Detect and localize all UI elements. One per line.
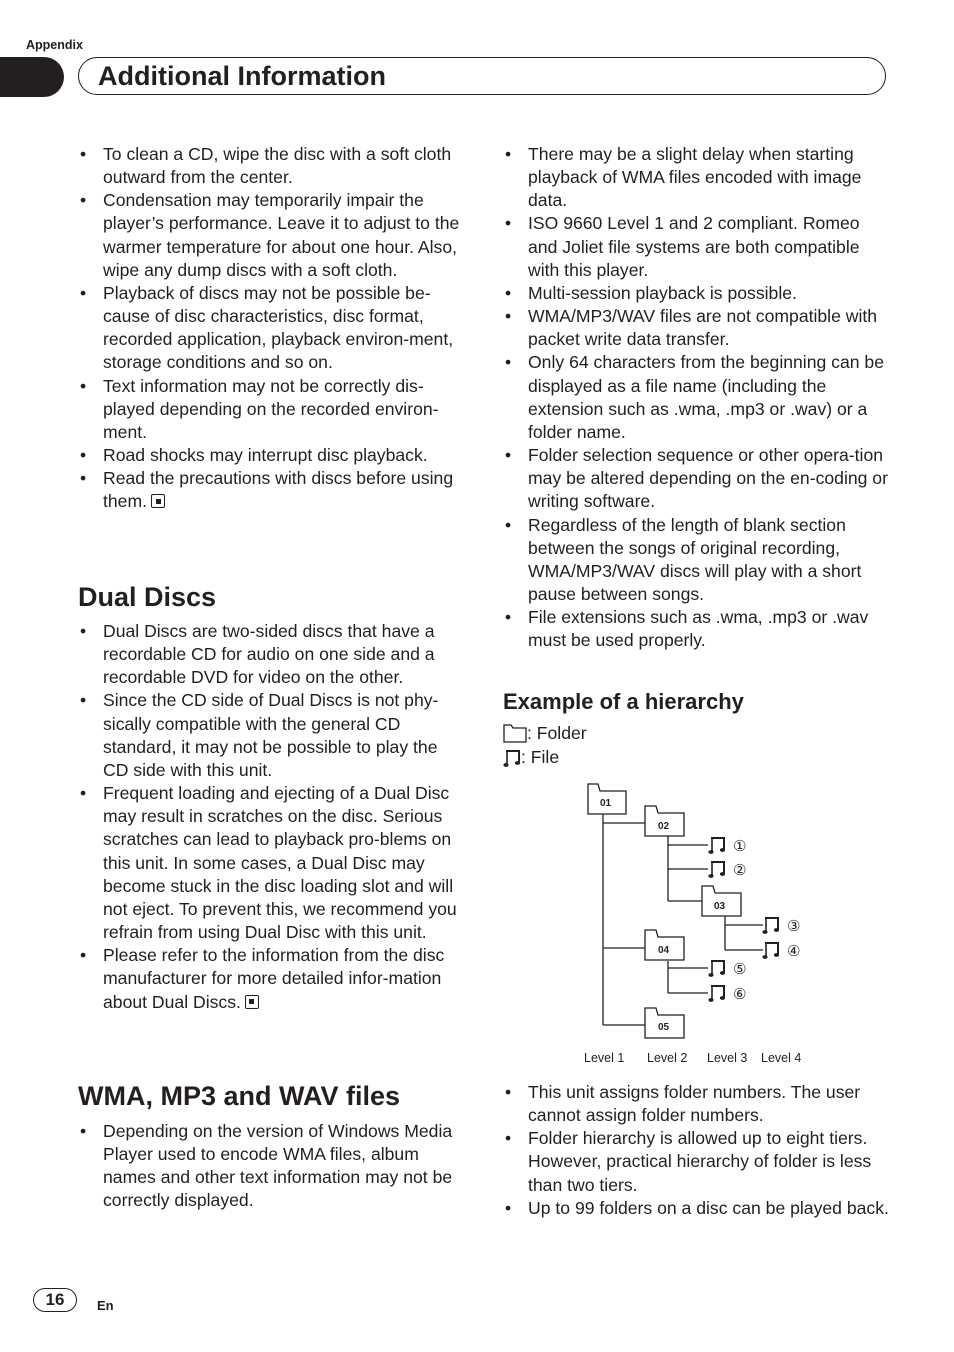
legend-file — [503, 746, 559, 769]
folder-icon — [503, 724, 527, 744]
list-item — [78, 782, 466, 944]
list-item — [503, 282, 893, 305]
file-number-label: ⑤ — [733, 961, 747, 978]
bullet-text: ISO 9660 Level 1 and 2 compliant. Romeo and Joliet file systems are both compatible with this player. — [528, 213, 860, 280]
bullet-text: This unit assigns folder numbers. The user cannot assign folder numbers. — [528, 1082, 861, 1126]
wma-bullet-list — [78, 1120, 466, 1213]
folder-icon — [645, 1008, 684, 1038]
folder-icon — [645, 806, 684, 836]
right-column — [503, 143, 893, 652]
wma-heading: WMA, MP3 and WAV files — [78, 1081, 401, 1111]
list-item — [503, 351, 893, 444]
list-item — [503, 1197, 893, 1220]
bullet-text: There may be a slight delay when starting playback of WMA files encoded with image data. — [528, 144, 862, 211]
page-title: Additional Information — [98, 61, 386, 91]
bullet-text: WMA/MP3/WAV files are not compatible with packet write data transfer. — [528, 306, 878, 350]
list-item — [503, 212, 893, 281]
level-label: Level 4 — [761, 1051, 802, 1065]
hierarchy-bullet-list — [503, 1081, 893, 1220]
end-of-section-icon — [151, 494, 165, 508]
end-of-section-icon — [245, 995, 259, 1009]
folder-label: 02 — [658, 821, 670, 832]
right-bullet-list — [503, 143, 893, 652]
hierarchy-heading: Example of a hierarchy — [503, 689, 744, 714]
level-label: Level 3 — [707, 1051, 748, 1065]
list-item — [503, 514, 893, 607]
bullet-text: File extensions such as .wma, .mp3 or .wav must be used properly. — [528, 607, 869, 651]
list-item — [503, 606, 893, 652]
left-column — [78, 143, 466, 514]
list-item — [78, 375, 466, 444]
bullet-text: Playback of discs may not be possible be-cause of disc characteristics, disc format, recorded application, playback environ-ment, storage conditions and so on. — [103, 282, 454, 373]
legend-file-label: : File — [521, 747, 560, 767]
list-item — [78, 143, 466, 189]
list-item — [78, 1120, 466, 1213]
language-label: En — [97, 1298, 114, 1313]
bullet-text: Since the CD side of Dual Discs is not phy-sically compatible with the general CD standard, it may not be possible to play the CD side with this unit. — [103, 690, 439, 780]
file-number-label: ① — [733, 838, 747, 855]
bullet-text: Only 64 characters from the beginning can be displayed as a file name (including the extension such as .wma, .mp3 or .wav) or a folder name. — [528, 352, 884, 442]
legend-folder — [503, 722, 587, 745]
bullet-text: Condensation may temporarily impair the player’s performance. Leave it to adjust to the warmer temperature for about one hour. Also, wipe any dump discs with a soft cloth. — [103, 190, 460, 280]
bullet-text: Read the precautions with discs before using them. — [103, 468, 454, 512]
page-number: 16 — [33, 1288, 77, 1312]
intro-bullet-list — [78, 143, 466, 514]
folder-icon — [588, 784, 626, 814]
folder-label: 01 — [600, 798, 612, 809]
music-note-icon — [762, 918, 779, 934]
hierarchy-diagram — [570, 775, 820, 1075]
list-item — [78, 189, 466, 282]
music-note-icon — [762, 943, 779, 959]
list-item — [78, 467, 466, 513]
hierarchy-notes — [503, 1081, 893, 1220]
file-number-label: ③ — [787, 918, 801, 935]
file-number-label: ④ — [787, 943, 801, 960]
bullet-text: Frequent loading and ejecting of a Dual Disc may result in scratches on the disc. Serious scratches can lead to playback pro-blems on this unit. In some cases, a Dual Disc may become stuck in the disc loading slot and will not eject. To prevent this, we recommend you refrain from using Dual Disc with this unit. — [103, 783, 457, 943]
list-item — [503, 305, 893, 351]
bullet-text: Please refer to the information from the disc manufacturer for more detailed infor-mation about Dual Discs. — [103, 945, 445, 1012]
dual-discs-section — [78, 620, 466, 1014]
bullet-text: To clean a CD, wipe the disc with a soft cloth outward from the center. — [103, 144, 452, 188]
file-number-label: ② — [733, 862, 747, 879]
bullet-text: Dual Discs are two-sided discs that have a recordable CD for audio on one side and a recordable DVD for video on the other. — [103, 621, 435, 688]
bullet-text: Regardless of the length of blank section between the songs of original recording, WMA/MP3/WAV discs will play with a short pause between songs. — [528, 514, 862, 604]
folder-label: 05 — [658, 1022, 670, 1033]
folder-icon — [702, 886, 741, 916]
dual-discs-heading: Dual Discs — [78, 582, 217, 612]
music-note-icon — [708, 862, 725, 878]
music-note-icon — [708, 986, 725, 1002]
bullet-text: Depending on the version of Windows Media Player used to encode WMA files, album names and other text information may not be correctly displayed. — [103, 1121, 453, 1211]
bullet-text: Up to 99 folders on a disc can be played back. — [528, 1197, 889, 1218]
bullet-text: Multi-session playback is possible. — [528, 282, 797, 303]
folder-icon — [645, 930, 684, 960]
list-item — [78, 444, 466, 467]
list-item — [78, 620, 466, 689]
list-item — [503, 444, 893, 513]
file-number-label: ⑥ — [733, 986, 747, 1003]
list-item — [78, 689, 466, 782]
legend-folder-label: : Folder — [527, 723, 587, 743]
list-item — [503, 1081, 893, 1127]
list-item — [503, 143, 893, 212]
section-label: Appendix — [26, 38, 83, 52]
bullet-text: Folder hierarchy is allowed up to eight tiers. However, practical hierarchy of folder is less than two tiers. — [528, 1128, 872, 1195]
bullet-text: Text information may not be correctly dis-played depending on the recorded environ-ment. — [103, 375, 439, 442]
folder-label: 04 — [658, 945, 670, 956]
wma-section — [78, 1120, 466, 1213]
list-item — [503, 1127, 893, 1196]
section-tab-marker — [0, 57, 64, 97]
list-item — [78, 944, 466, 1013]
music-note-icon — [708, 838, 725, 854]
dual-discs-bullet-list — [78, 620, 466, 1014]
bullet-text: Folder selection sequence or other opera-tion may be altered depending on the en-coding or writing software. — [528, 445, 888, 512]
level-label: Level 1 — [584, 1051, 625, 1065]
folder-label: 03 — [714, 901, 726, 912]
list-item — [78, 282, 466, 375]
level-label: Level 2 — [647, 1051, 688, 1065]
bullet-text: Road shocks may interrupt disc playback. — [103, 445, 428, 466]
music-note-icon — [503, 748, 521, 768]
music-note-icon — [708, 961, 725, 977]
